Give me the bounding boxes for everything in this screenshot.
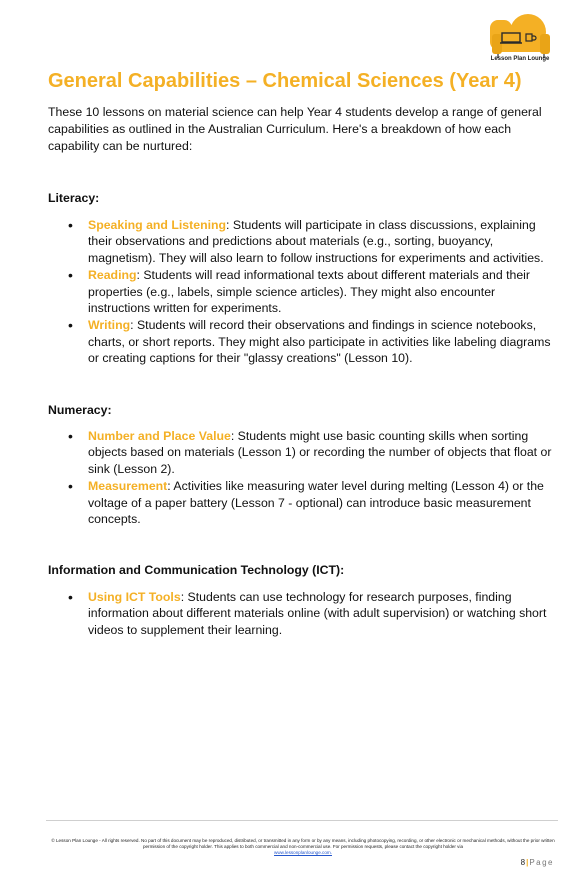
- section-heading-numeracy: Numeracy:: [48, 403, 112, 417]
- list-item: [88, 217, 558, 266]
- term-label: Reading: [88, 268, 137, 283]
- footer-divider: [46, 820, 558, 821]
- numeracy-list: [88, 428, 558, 528]
- term-label: Using ICT Tools: [88, 590, 181, 604]
- section-heading-literacy: Literacy:: [48, 191, 100, 205]
- list-item: [88, 478, 558, 527]
- item-text: : Students will record their observations and findings in science notebooks, charts, or short reports. They might also participate in activities like labeling diagrams or creating captions for their "glassy creations" (Lesson 10).: [88, 318, 551, 366]
- page-title: General Capabilities – Chemical Sciences (Year 4): [48, 70, 522, 92]
- item-text: : Students can use technology for research purposes, finding information about different materials online (with adult supervision) or watching short videos to supplement their learning.: [88, 590, 547, 637]
- term-label: Measurement: [88, 479, 168, 494]
- section-heading-ict: Information and Communication Technology (ICT):: [48, 563, 345, 577]
- list-item: [88, 428, 558, 477]
- term-label: Speaking and Listening: [88, 218, 227, 232]
- copyright-text: © Lesson Plan Lounge - All rights reserved. No part of this document may be reproduced, distributed, or transmitted in any form or by any means, including photocopying, recording, or other electronic or mechanical methods, without the prior written permission of the copyright holder. This applies to both commercial and non-commercial use. For permission requests, please contact the copyright holder via: [51, 838, 555, 850]
- item-text: : Activities like measuring water level during melting (Lesson 4) or the voltage of a paper battery (Lesson 7 - optional) can introduce basic measurement concepts.: [88, 479, 544, 527]
- term-label: Writing: [88, 318, 131, 333]
- item-text: : Students will participate in class discussions, explaining their observations and predictions about materials (e.g., sorting, buoyancy, magnetism). They will also learn to follow instructions for experiments and activities.: [88, 218, 544, 265]
- page-number: [521, 858, 554, 867]
- literacy-list: [88, 217, 558, 368]
- list-item: [88, 317, 558, 366]
- term-label: Number and Place Value: [88, 429, 231, 443]
- list-item: [88, 589, 558, 638]
- intro-paragraph: These 10 lessons on material science can help Year 4 students develop a range of general capabilities as outlined in the Australian Curriculum. Here's a breakdown of how each capability can be nurtured:: [48, 105, 542, 153]
- footer-copyright: [50, 838, 556, 857]
- page-separator: |: [526, 858, 529, 867]
- page-number-value: 8: [520, 858, 526, 867]
- website-link[interactable]: www.lessonplanlounge.com.: [274, 850, 332, 856]
- ict-list: [88, 589, 558, 639]
- list-item: [88, 267, 558, 316]
- item-text: : Students will read informational texts about different materials and their properties (e.g., labels, simple science articles). They might also encounter instructions written for experiments.: [88, 268, 530, 316]
- logo-caption: Lesson Plan Lounge: [490, 56, 550, 62]
- page-word: Page: [529, 858, 554, 867]
- item-text: : Students might use basic counting skills when sorting objects based on materials (Lesson 1) or recording the number of objects that float or sink (Lesson 2).: [88, 429, 552, 476]
